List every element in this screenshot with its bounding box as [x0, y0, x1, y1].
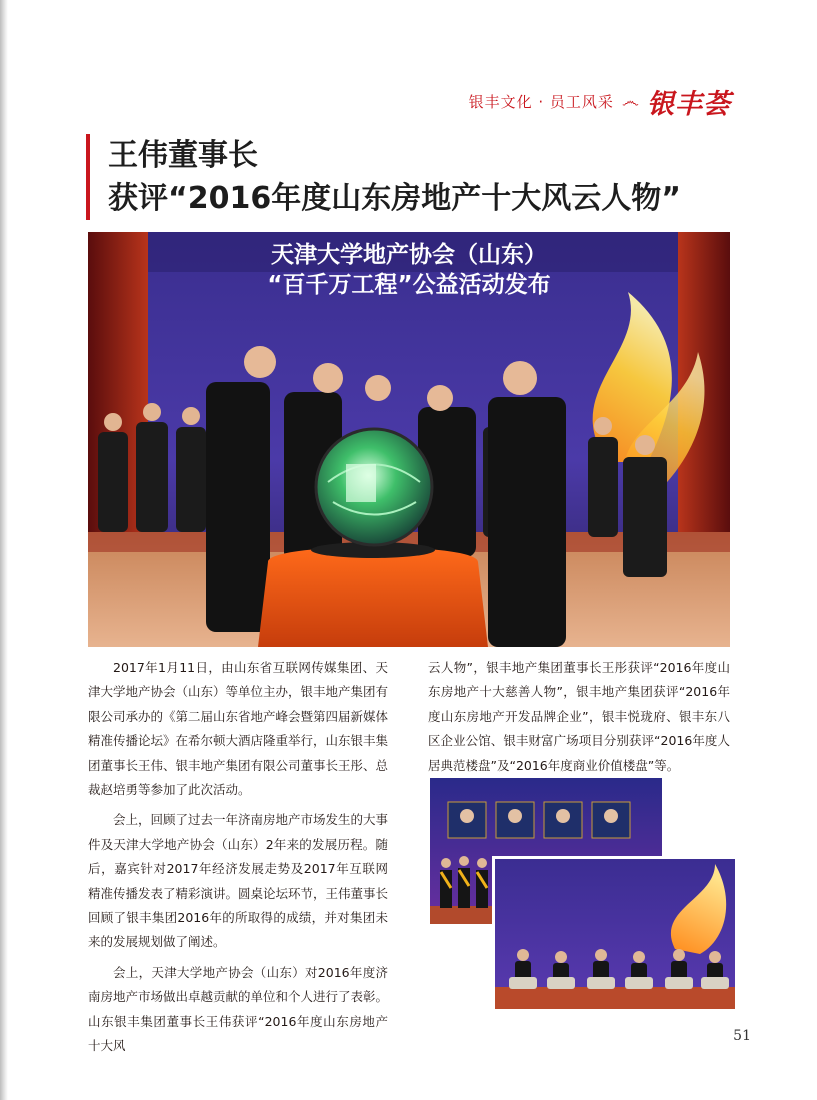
- page-number: 51: [733, 1028, 751, 1044]
- page-binding-shadow: [0, 0, 8, 1100]
- forum-panel-photo: [492, 856, 738, 1012]
- section-label: 银丰文化 · 员工风采: [468, 93, 614, 111]
- swirl-icon: ෴: [621, 91, 639, 112]
- paragraph-3-continued: 云人物”，银丰地产集团董事长王彤获评“2016年度山东房地产十大慈善人物”，银丰地产集团获评“2016年度山东房地产开发品牌企业”，银丰悦珑府、银丰东八区企业公馆、银丰财富广场项目分别获评“2016年度人居典范楼盘”及“2016年度商业价值楼盘”等。: [428, 660, 730, 773]
- article-right-column: [428, 656, 730, 784]
- section-header: [469, 82, 731, 121]
- article-title: [86, 134, 681, 220]
- banner-line-1: 天津大学地产协会（山东）: [271, 242, 547, 268]
- title-line-1: 王伟董事长: [108, 138, 258, 173]
- magazine-logo: 银丰荟: [647, 89, 731, 120]
- paragraph-1: 2017年1月11日，由山东省互联网传媒集团、天津大学地产协会（山东）等单位主办，银丰地产集团有限公司承办的《第二届山东省地产峰会暨第四届新媒体精准传播论坛》在希尔顿大酒店隆重举行，山东银丰集团董事长王伟、银丰地产集团有限公司董事长王彤、总裁赵培勇等参加了此次活动。: [88, 660, 389, 798]
- paragraph-2: 会上，回顾了过去一年济南房地产市场发生的大事件及天津大学地产协会（山东）2年来的发展历程。随后，嘉宾针对2017年经济发展走势及2017年互联网精准传播发表了精彩演讲。圆桌论坛环节，王伟董事长回顾了银丰集团2016年的所取得的成绩，并对集团未来的发展规划做了阐述。: [88, 812, 389, 950]
- paragraph-3: 会上，天津大学地产协会（山东）对2016年度济南房地产市场做出卓越贡献的单位和个人进行了表彰。山东银丰集团董事长王伟获评“2016年度山东房地产十大风: [88, 964, 389, 1054]
- title-line-2: 获评“2016年度山东房地产十大风云人物”: [108, 181, 681, 216]
- main-event-photo: [88, 232, 730, 647]
- banner-line-2: “百千万工程”公益活动发布: [267, 272, 551, 298]
- article-left-column: [88, 656, 388, 1065]
